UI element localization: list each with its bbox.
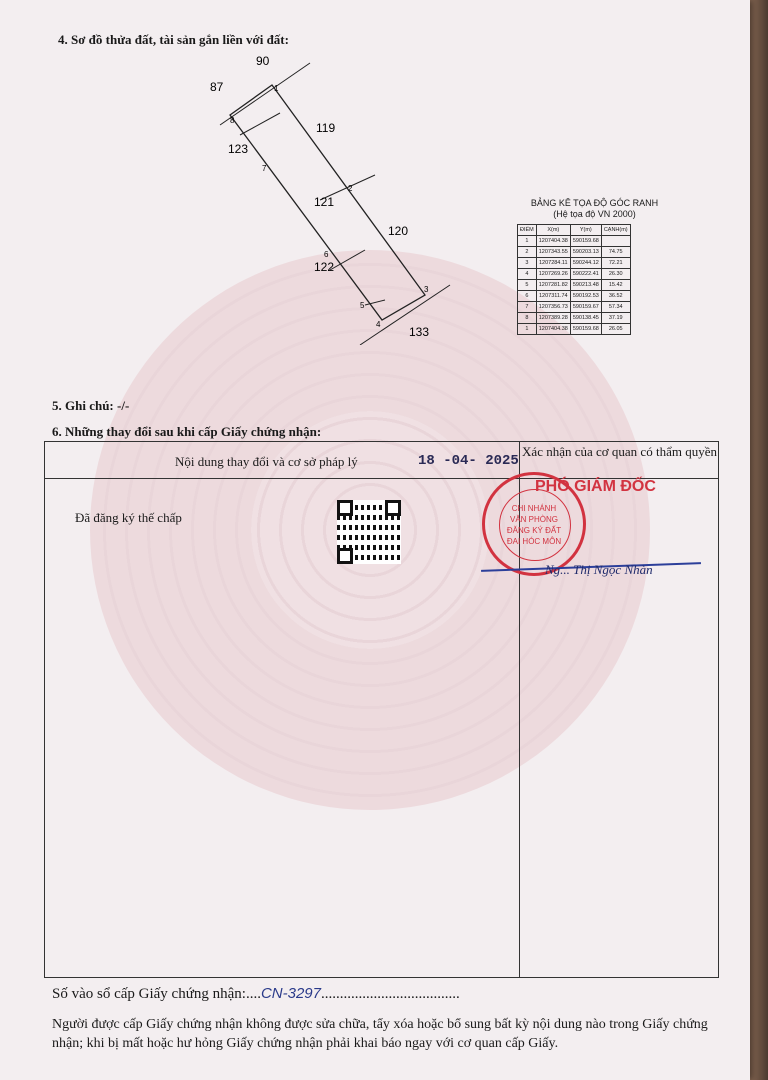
coord-row [518, 247, 631, 258]
qr-code [337, 500, 401, 564]
coord-row [518, 258, 631, 269]
coordinate-rows [518, 236, 631, 335]
coord-row [518, 269, 631, 280]
footer-notice: Người được cấp Giấy chứng nhận không được sửa chữa, tẩy xóa hoặc bổ sung bất kỳ nội dung nào trong Giấy chứng nhận; khi bị mất hoặc hư hỏng Giấy chứng nhận phải khai báo ngay với cơ quan cấp Giấy. [52, 1017, 708, 1051]
vertex-8: 8 [230, 116, 235, 125]
coord-header: CẠNH(m) [601, 225, 630, 236]
coord-cell: 590244.12 [570, 258, 601, 269]
coord-cell: 8 [518, 313, 537, 324]
parcel-119: 119 [316, 121, 336, 135]
register-label: Số vào sổ cấp Giấy chứng nhận: [52, 986, 246, 1002]
coord-cell: 590222.41 [570, 269, 601, 280]
coord-cell: 590159.67 [570, 302, 601, 313]
qr-finder [337, 500, 353, 516]
coord-cell: 590203.13 [570, 247, 601, 258]
background-edge [750, 0, 768, 1080]
coord-cell: 590213.48 [570, 280, 601, 291]
coord-cell: 1 [518, 236, 537, 247]
coord-cell: 26.05 [601, 324, 630, 335]
changes-column-right-header: Xác nhận của cơ quan có thẩm quyền [522, 444, 717, 459]
qr-finder [385, 500, 401, 516]
coord-cell: 1207356.73 [536, 302, 570, 313]
coord-cell: 5 [518, 280, 537, 291]
coord-cell: 1207404.38 [536, 324, 570, 335]
coord-row [518, 324, 631, 335]
seal-text: CHI NHÁNH VĂN PHÒNG ĐĂNG KÝ ĐẤT ĐAI HÓC MÔN [506, 504, 562, 546]
coord-cell [601, 236, 630, 247]
date-stamp: 18 -04- 2025 [418, 453, 519, 469]
parcel-120: 120 [388, 224, 409, 238]
vertex-6: 6 [324, 250, 329, 259]
vertex-7: 7 [262, 164, 267, 173]
coord-cell: 590138.45 [570, 313, 601, 324]
vertex-4: 4 [376, 320, 381, 329]
coord-cell: 72.21 [601, 258, 630, 269]
parcel-90: 90 [256, 55, 270, 68]
official-seal [482, 472, 586, 576]
coord-cell: 4 [518, 269, 537, 280]
changes-column-left-header: Nội dung thay đổi và cơ sở pháp lý [175, 454, 358, 469]
coord-row [518, 280, 631, 291]
coord-cell: 37.19 [601, 313, 630, 324]
coord-cell: 7 [518, 302, 537, 313]
coord-cell: 1207284.11 [536, 258, 570, 269]
section-5-note: 5. Ghi chú: -/- [52, 398, 130, 413]
director-title: PHÓ GIÁM ĐỐC [535, 478, 656, 495]
coord-cell: 2 [518, 247, 537, 258]
coord-cell: 590159.68 [570, 236, 601, 247]
coord-cell: 36.52 [601, 291, 630, 302]
coord-cell: 3 [518, 258, 537, 269]
coord-row [518, 236, 631, 247]
coord-cell: 1207343.55 [536, 247, 570, 258]
coord-cell: 1207281.82 [536, 280, 570, 291]
coord-row [518, 313, 631, 324]
coordinate-table-subtitle: (Hệ tọa độ VN 2000) [553, 209, 636, 219]
parcel-87: 87 [210, 80, 224, 94]
section-6-title: 6. Những thay đổi sau khi cấp Giấy chứng nhận: [52, 424, 322, 439]
coord-cell: 15.42 [601, 280, 630, 291]
vertex-5: 5 [360, 301, 365, 310]
register-value: CN-3297 [260, 985, 321, 1002]
vertex-2: 2 [348, 184, 353, 193]
coord-cell: 590159.68 [570, 324, 601, 335]
coord-header: X(m) [536, 225, 570, 236]
coord-cell: 1 [518, 324, 537, 335]
coord-cell: 590192.53 [570, 291, 601, 302]
coord-cell: 1207389.28 [536, 313, 570, 324]
qr-finder [337, 548, 353, 564]
coord-cell: 1207311.74 [536, 291, 570, 302]
coord-cell: 74.75 [601, 247, 630, 258]
coord-row [518, 291, 631, 302]
vertex-1: 1 [274, 84, 279, 93]
parcel-122: 122 [314, 260, 335, 274]
register-number-line: Số vào sổ cấp Giấy chứng nhận:....CN-3297..................................... [52, 985, 460, 1002]
mortgage-entry: Đã đăng ký thế chấp [75, 510, 182, 525]
coord-row [518, 302, 631, 313]
coordinate-table-title [512, 198, 677, 220]
parcel-133: 133 [409, 325, 430, 339]
coord-cell: 57.34 [601, 302, 630, 313]
parcel-map [200, 55, 460, 345]
coordinate-table [517, 224, 631, 335]
section-4-title: 4. Sơ đồ thửa đất, tài sản gắn liền với đất: [58, 32, 289, 47]
coord-cell: 6 [518, 291, 537, 302]
coord-cell: 1207269.26 [536, 269, 570, 280]
coord-cell: 1207404.38 [536, 236, 570, 247]
coord-cell: 26.30 [601, 269, 630, 280]
parcel-121: 121 [314, 195, 335, 209]
parcel-123: 123 [228, 142, 249, 156]
coordinate-table-heading: BẢNG KÊ TỌA ĐỘ GÓC RANH [530, 198, 659, 208]
changes-table [44, 441, 719, 978]
coord-header: Y(m) [570, 225, 601, 236]
coord-header: ĐIỂM [518, 225, 537, 236]
vertex-3: 3 [424, 285, 429, 294]
signer-name: Ng... Thị Ngọc Nhàn [545, 562, 653, 577]
